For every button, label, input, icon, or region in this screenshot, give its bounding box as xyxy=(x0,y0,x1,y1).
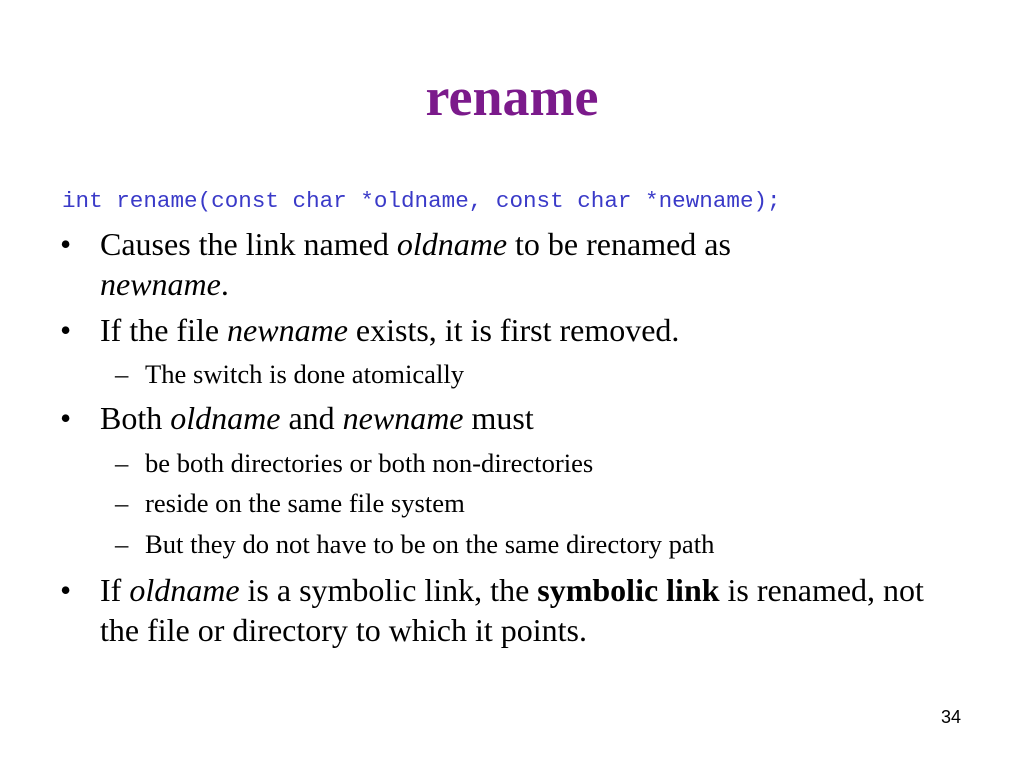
bullet-newname-removed xyxy=(60,310,960,350)
bullet-text xyxy=(100,310,960,350)
dash-mark: – xyxy=(115,359,129,389)
dash-mark: – xyxy=(115,529,129,559)
term-newname: newname xyxy=(342,400,464,436)
signature-declaration: rename(const char *oldname, const char *newname); xyxy=(116,188,781,214)
signature-return-type: int xyxy=(62,188,103,214)
term-newname: newname xyxy=(100,266,221,302)
bullet-both-must xyxy=(60,398,960,438)
term-newname: newname xyxy=(227,312,348,348)
text-run: is renamed, not the file or directory to which it points. xyxy=(100,572,924,648)
text-run: If xyxy=(100,572,130,608)
text-run: is a symbolic link, the xyxy=(239,572,538,608)
bullet-symbolic-link xyxy=(60,570,960,650)
bullet-text xyxy=(100,398,960,438)
term-oldname: oldname xyxy=(170,400,281,436)
sub-bullet-text: But they do not have to be on the same directory path xyxy=(145,529,715,559)
slide-title: rename xyxy=(425,67,599,127)
sub-bullet-directory-path xyxy=(115,527,975,561)
bullet-rename-description xyxy=(60,224,960,304)
text-run: If the file xyxy=(100,312,228,348)
sub-bullet-file-system xyxy=(115,486,975,520)
sub-bullet-text: The switch is done atomically xyxy=(145,359,465,389)
text-run: Causes the link named xyxy=(100,226,397,262)
term-symbolic-link: symbolic link xyxy=(537,572,720,608)
text-run: to be renamed as xyxy=(507,226,731,262)
text-run: Both xyxy=(100,400,171,436)
bullet-mark: • xyxy=(60,226,72,262)
bullet-text xyxy=(100,570,960,650)
bullet-mark: • xyxy=(60,400,72,436)
dash-mark: – xyxy=(115,448,129,478)
bullet-text xyxy=(100,224,960,304)
sub-bullet-directories xyxy=(115,446,975,480)
sub-bullet-atomic xyxy=(115,357,975,391)
text-run: must xyxy=(463,400,534,436)
bullet-mark: • xyxy=(60,572,72,608)
dash-mark: – xyxy=(115,488,129,518)
bullet-mark: • xyxy=(60,312,72,348)
term-oldname: oldname xyxy=(396,226,508,262)
text-run: . xyxy=(220,266,229,302)
text-run: and xyxy=(280,400,343,436)
term-oldname: oldname xyxy=(129,572,240,608)
text-run: exists, it is first removed. xyxy=(347,312,680,348)
sub-bullet-text: be both directories or both non-directories xyxy=(145,448,594,478)
function-signature xyxy=(62,187,781,215)
sub-bullet-text: reside on the same file system xyxy=(145,488,465,518)
page-number: 34 xyxy=(940,707,961,727)
